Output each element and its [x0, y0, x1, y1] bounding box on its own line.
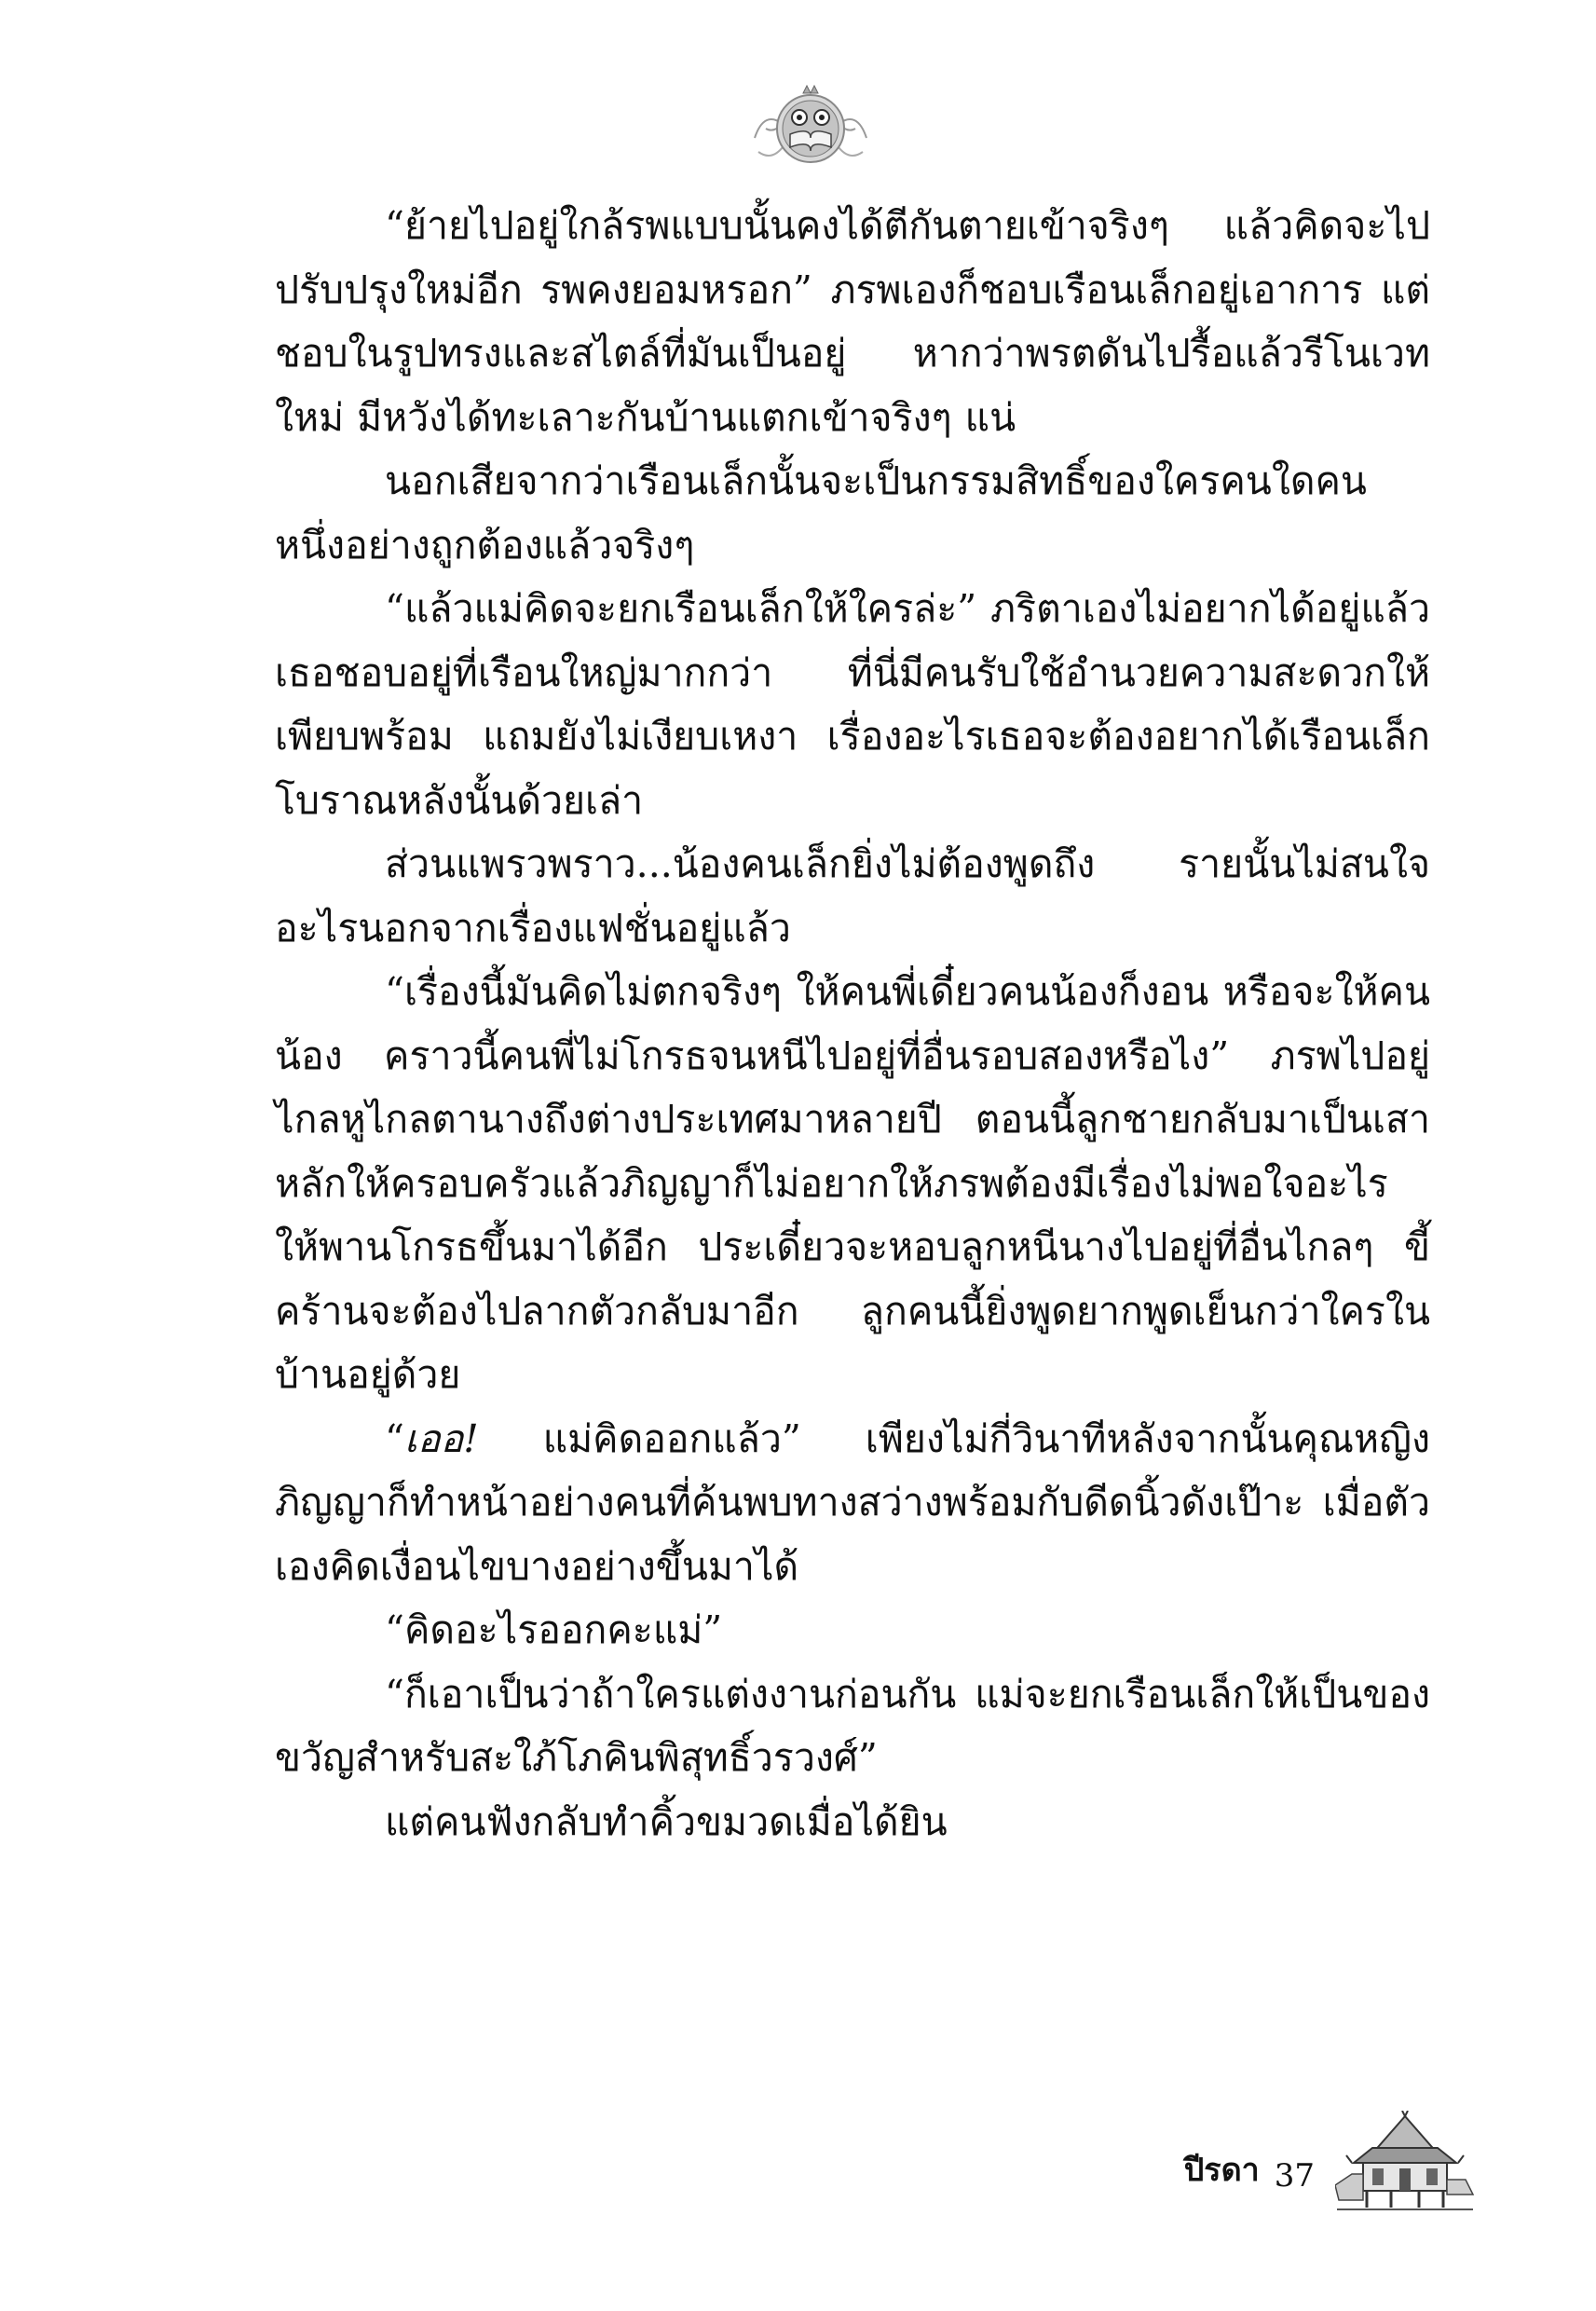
book-title: ปีรดา [1183, 2152, 1260, 2189]
page-body [275, 194, 1430, 1853]
decorative-book-emblem-icon [745, 73, 876, 185]
paragraph: “ก็เอาเป็นว่าถ้าใครแต่งงานก่อนกัน แม่จะยกเรือนเล็กให้เป็นของขวัญสำหรับสะใภ้โภคินพิสุทธิ์วรวงศ์” [275, 1671, 1430, 1780]
paragraph [275, 1407, 1430, 1599]
italic-exclamation: เออ! [403, 1415, 479, 1461]
quote-open: “ [385, 1415, 404, 1461]
paragraph-rest: แม่คิดออกแล้ว” เพียงไม่กี่วินาทีหลังจากนั้นคุณหญิงภิญญาก็ทำหน้าอย่างคนที่ค้นพบทางสว่างพร้อมกับดีดนิ้วดังเป๊าะ เมื่อตัวเองคิดเงื่อนไขบางอย่างขึ้นมาได้ [275, 1415, 1430, 1589]
paragraph: “คิดอะไรออกคะแม่” [385, 1607, 723, 1652]
paragraph: นอกเสียจากว่าเรือนเล็กนั้นจะเป็นกรรมสิทธิ์ของใครคนใดคนหนึ่งอย่างถูกต้องแล้วจริงๆ [275, 458, 1367, 567]
paragraph: แต่คนฟังกลับทำคิ้วขมวดเมื่อได้ยิน [385, 1798, 948, 1844]
thai-house-icon [1335, 2111, 1475, 2213]
paragraph: “แล้วแม่คิดจะยกเรือนเล็กให้ใครล่ะ” ภริตาเองไม่อยากได้อยู่แล้ว เธอชอบอยู่ที่เรือนใหญ่มากกว่า ที่นี่มีคนรับใช้อำนวยความสะดวกให้เพียบพร้อม แถมยังไม่เงียบเหงา เรื่องอะไรเธอจะต้องอยากได้เรือนเล็กโบราณหลังนั้นด้วยเล่า [275, 586, 1430, 823]
page-number: 37 [1274, 2157, 1315, 2195]
paragraph: “เรื่องนี้มันคิดไม่ตกจริงๆ ให้คนพี่เดี๋ยวคนน้องก็งอน หรือจะให้คนน้อง คราวนี้คนพี่ไม่โกรธจนหนีไปอยู่ที่อื่นรอบสองหรือไง” ภรพไปอยู่ไกลหูไกลตานางถึงต่างประเทศมาหลายปี ตอนนี้ลูกชายกลับมาเป็นเสาหลักให้ครอบครัวแล้วภิญญาก็ไม่อยากให้ภรพต้องมีเรื่องไม่พอใจอะไรให้พานโกรธขึ้นมาได้อีก ประเดี๋ยวจะหอบลูกหนีนางไปอยู่ที่อื่นไกลๆ ขี้คร้านจะต้องไปลากตัวกลับมาอีก ลูกคนนี้ยิ่งพูดยากพูดเย็นกว่าใครในบ้านอยู่ด้วย [275, 969, 1430, 1397]
paragraph: “ย้ายไปอยู่ใกล้รพแบบนั้นคงได้ตีกันตายเข้าจริงๆ แล้วคิดจะไปปรับปรุงใหม่อีก รพคงยอมหรอก” ภรพเองก็ชอบเรือนเล็กอยู่เอาการ แต่ชอบในรูปทรงและสไตล์ที่มันเป็นอยู่ หากว่าพรตดันไปรื้อแล้วรีโนเวทใหม่ มีหวังได้ทะเลาะกันบ้านแตกเข้าจริงๆ แน่ [275, 203, 1430, 440]
publisher-logo [745, 73, 876, 185]
page-footer [1184, 2101, 1475, 2213]
paragraph: ส่วนแพรวพราว...น้องคนเล็กยิ่งไม่ต้องพูดถึง รายนั้นไม่สนใจอะไรนอกจากเรื่องแฟชั่นอยู่แล้ว [275, 841, 1430, 950]
